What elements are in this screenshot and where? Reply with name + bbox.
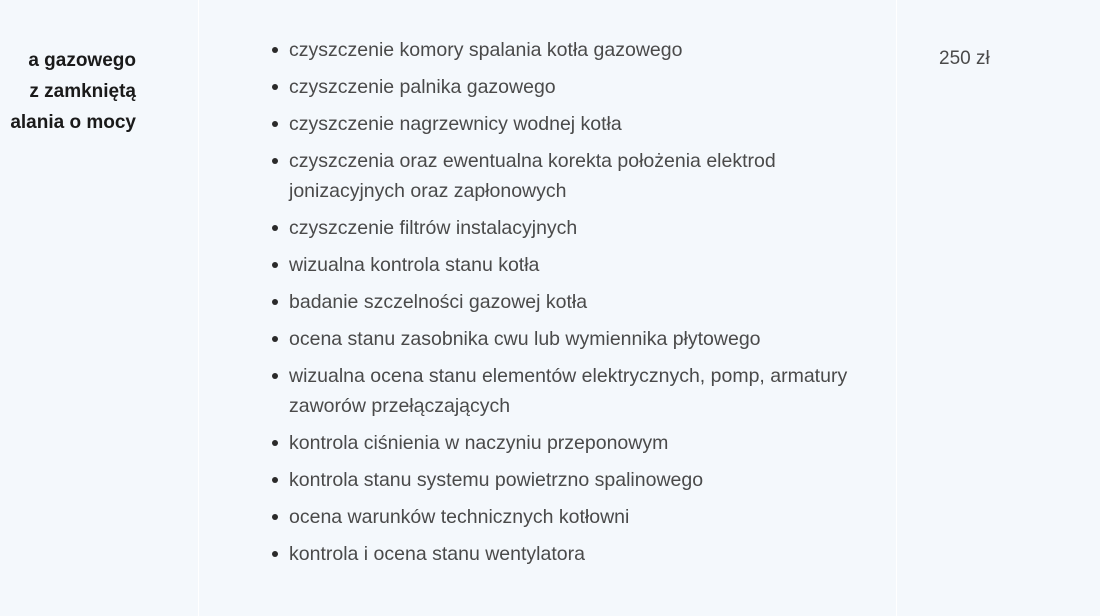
list-item	[289, 35, 849, 65]
list-item-text: czyszczenie filtrów instalacyjnych	[289, 217, 578, 239]
bullet-icon	[272, 299, 278, 305]
service-name-line: alania o mocy	[10, 112, 136, 133]
bullet-icon	[272, 84, 278, 90]
list-item-text: kontrola ciśnienia w naczyniu przeponowym	[289, 432, 669, 454]
service-name-line: a gazowego	[28, 50, 136, 71]
price-value: 250 zł	[939, 48, 990, 69]
list-item	[289, 502, 849, 532]
list-item	[289, 146, 849, 206]
bullet-icon	[272, 47, 278, 53]
bullet-icon	[272, 336, 278, 342]
list-item	[289, 72, 849, 102]
service-name	[0, 45, 136, 138]
service-scope-cell	[199, 0, 897, 616]
bullet-icon	[272, 551, 278, 557]
list-item	[289, 465, 849, 495]
list-item-text: czyszczenia oraz ewentualna korekta położenia elektrod jonizacyjnych oraz zapłonowych	[289, 150, 776, 202]
bullet-icon	[272, 225, 278, 231]
bullet-icon	[272, 158, 278, 164]
list-item	[289, 324, 849, 354]
list-item-text: czyszczenie nagrzewnicy wodnej kotła	[289, 113, 622, 135]
list-item-text: kontrola stanu systemu powietrzno spalinowego	[289, 469, 704, 491]
service-scope-list	[289, 35, 849, 576]
bullet-icon	[272, 477, 278, 483]
list-item	[289, 109, 849, 139]
service-name-line: z zamkniętą	[29, 81, 136, 102]
bullet-icon	[272, 440, 278, 446]
bullet-icon	[272, 373, 278, 379]
list-item-text: kontrola i ocena stanu wentylatora	[289, 543, 585, 565]
list-item-text: czyszczenie komory spalania kotła gazowego	[289, 39, 683, 61]
list-item	[289, 213, 849, 243]
list-item-text: badanie szczelności gazowej kotła	[289, 291, 588, 313]
list-item-text: wizualna kontrola stanu kotła	[289, 254, 540, 276]
list-item	[289, 539, 849, 569]
list-item	[289, 287, 849, 317]
service-name-cell	[0, 0, 199, 616]
bullet-icon	[272, 514, 278, 520]
bullet-icon	[272, 262, 278, 268]
list-item	[289, 250, 849, 280]
list-item	[289, 361, 849, 421]
list-item-text: ocena stanu zasobnika cwu lub wymiennika płytowego	[289, 328, 761, 350]
list-item-text: czyszczenie palnika gazowego	[289, 76, 556, 98]
list-item-text: wizualna ocena stanu elementów elektrycznych, pomp, armatury zaworów przełączających	[289, 365, 848, 417]
bullet-icon	[272, 121, 278, 127]
price-cell	[897, 0, 1100, 616]
list-item	[289, 428, 849, 458]
list-item-text: ocena warunków technicznych kotłowni	[289, 506, 630, 528]
